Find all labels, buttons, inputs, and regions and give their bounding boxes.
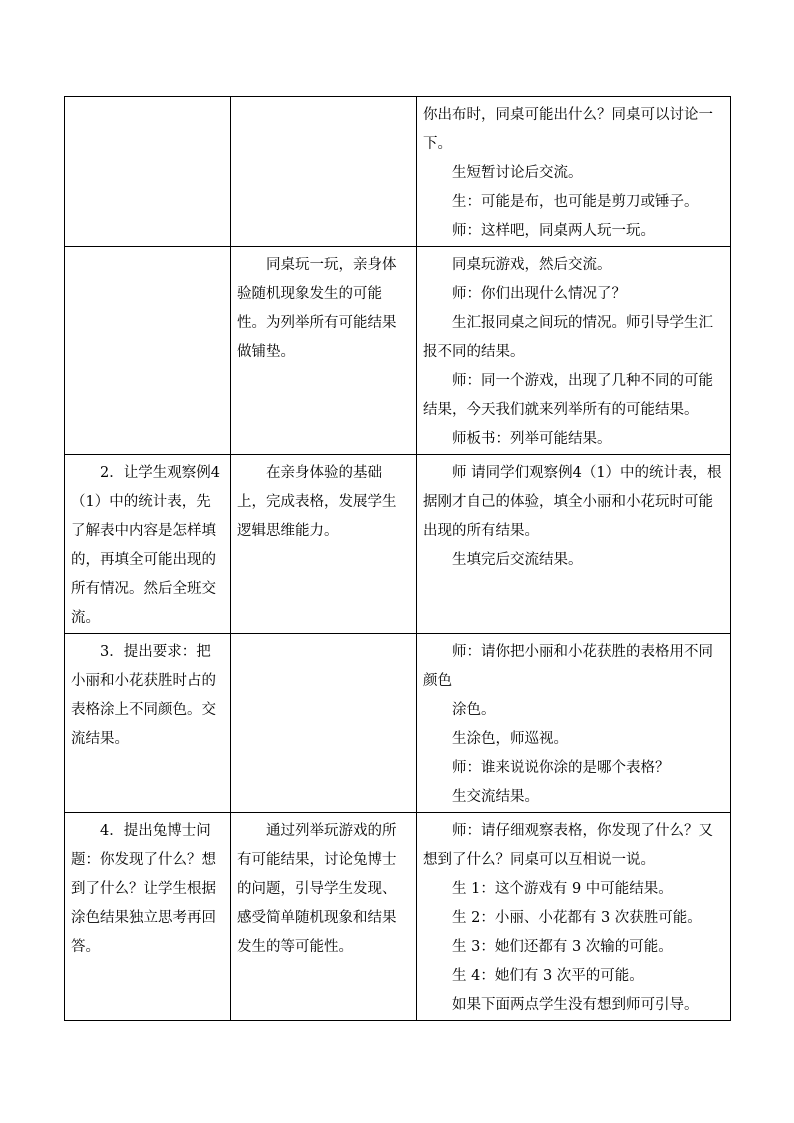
intent-cell [231, 247, 417, 455]
goal-cell [65, 97, 231, 247]
table-row [65, 247, 731, 455]
goal-cell [65, 813, 231, 1021]
process-line: 生 1：这个游戏有 9 中可能结果。 [452, 881, 673, 897]
process-line: 你出布时，同桌可能出什么？同桌可以讨论一下。 [423, 107, 713, 152]
goal-text: 2．让学生观察例4（1）中的统计表，先了解表中内容是怎样填的，再填全可能出现的所有情况。然后全班交流。 [71, 465, 220, 626]
goal-cell [65, 247, 231, 455]
goal-cell [65, 455, 231, 634]
process-line: 师：这样吧，同桌两人玩一玩。 [452, 223, 655, 239]
table-row [65, 97, 731, 247]
goal-text: 3．提出要求：把小丽和小花获胜时占的表格涂上不同颜色。交流结果。 [71, 644, 216, 747]
process-line: 生 3：她们还都有 3 次输的可能。 [452, 939, 673, 955]
process-line: 如果下面两点学生没有想到师可引导。 [452, 997, 699, 1013]
process-cell [417, 634, 731, 813]
process-line: 师：谁来说说你涂的是哪个表格？ [452, 760, 670, 776]
process-cell [417, 247, 731, 455]
goal-cell [65, 634, 231, 813]
intent-text: 同桌玩一玩，亲身体验随机现象发生的可能性。为列举所有可能结果做铺垫。 [237, 257, 397, 360]
intent-cell [231, 813, 417, 1021]
table-row [65, 634, 731, 813]
table-row [65, 813, 731, 1021]
goal-text: 4．提出兔博士问题：你发现了什么？想到了什么？让学生根据涂色结果独立思考再回答。 [71, 823, 216, 955]
process-line: 师：请你把小丽和小花获胜的表格用不同颜色 [423, 644, 713, 689]
intent-cell [231, 97, 417, 247]
process-line: 师板书：列举可能结果。 [452, 431, 612, 447]
process-line: 生短暂讨论后交流。 [452, 165, 583, 181]
process-line: 师：你们出现什么情况了？ [452, 286, 626, 302]
process-line: 生汇报同桌之间玩的情况。师引导学生汇报不同的结果。 [423, 315, 713, 360]
intent-cell [231, 455, 417, 634]
table-row [65, 455, 731, 634]
process-cell [417, 813, 731, 1021]
table-body [65, 97, 731, 1021]
intent-cell [231, 634, 417, 813]
process-line: 生涂色，师巡视。 [452, 731, 568, 747]
intent-text: 在亲身体验的基础上，完成表格，发展学生逻辑思维能力。 [237, 465, 397, 539]
process-line: 生：可能是布，也可能是剪刀或锤子。 [452, 194, 699, 210]
process-line: 同桌玩游戏，然后交流。 [452, 257, 612, 273]
process-line: 生交流结果。 [452, 789, 539, 805]
process-cell [417, 455, 731, 634]
process-line: 生 2：小丽、小花都有 3 次获胜可能。 [452, 910, 702, 926]
process-line: 师：同一个游戏，出现了几种不同的可能结果，今天我们就来列举所有的可能结果。 [423, 373, 713, 418]
process-line: 生填完后交流结果。 [452, 552, 583, 568]
process-line: 生 4：她们有 3 次平的可能。 [452, 968, 644, 984]
intent-text: 通过列举玩游戏的所有可能结果，讨论兔博士的问题，引导学生发现、感受简单随机现象和结果发生的等可能性。 [237, 823, 397, 955]
process-line: 涂色。 [452, 702, 496, 718]
lesson-plan-table [64, 96, 731, 1021]
process-line: 师：请仔细观察表格，你发现了什么？又想到了什么？同桌可以互相说一说。 [423, 823, 713, 868]
process-cell [417, 97, 731, 247]
process-line: 师 请同学们观察例4（1）中的统计表，根据刚才自己的体验，填全小丽和小花玩时可能出现的所有结果。 [423, 465, 722, 539]
